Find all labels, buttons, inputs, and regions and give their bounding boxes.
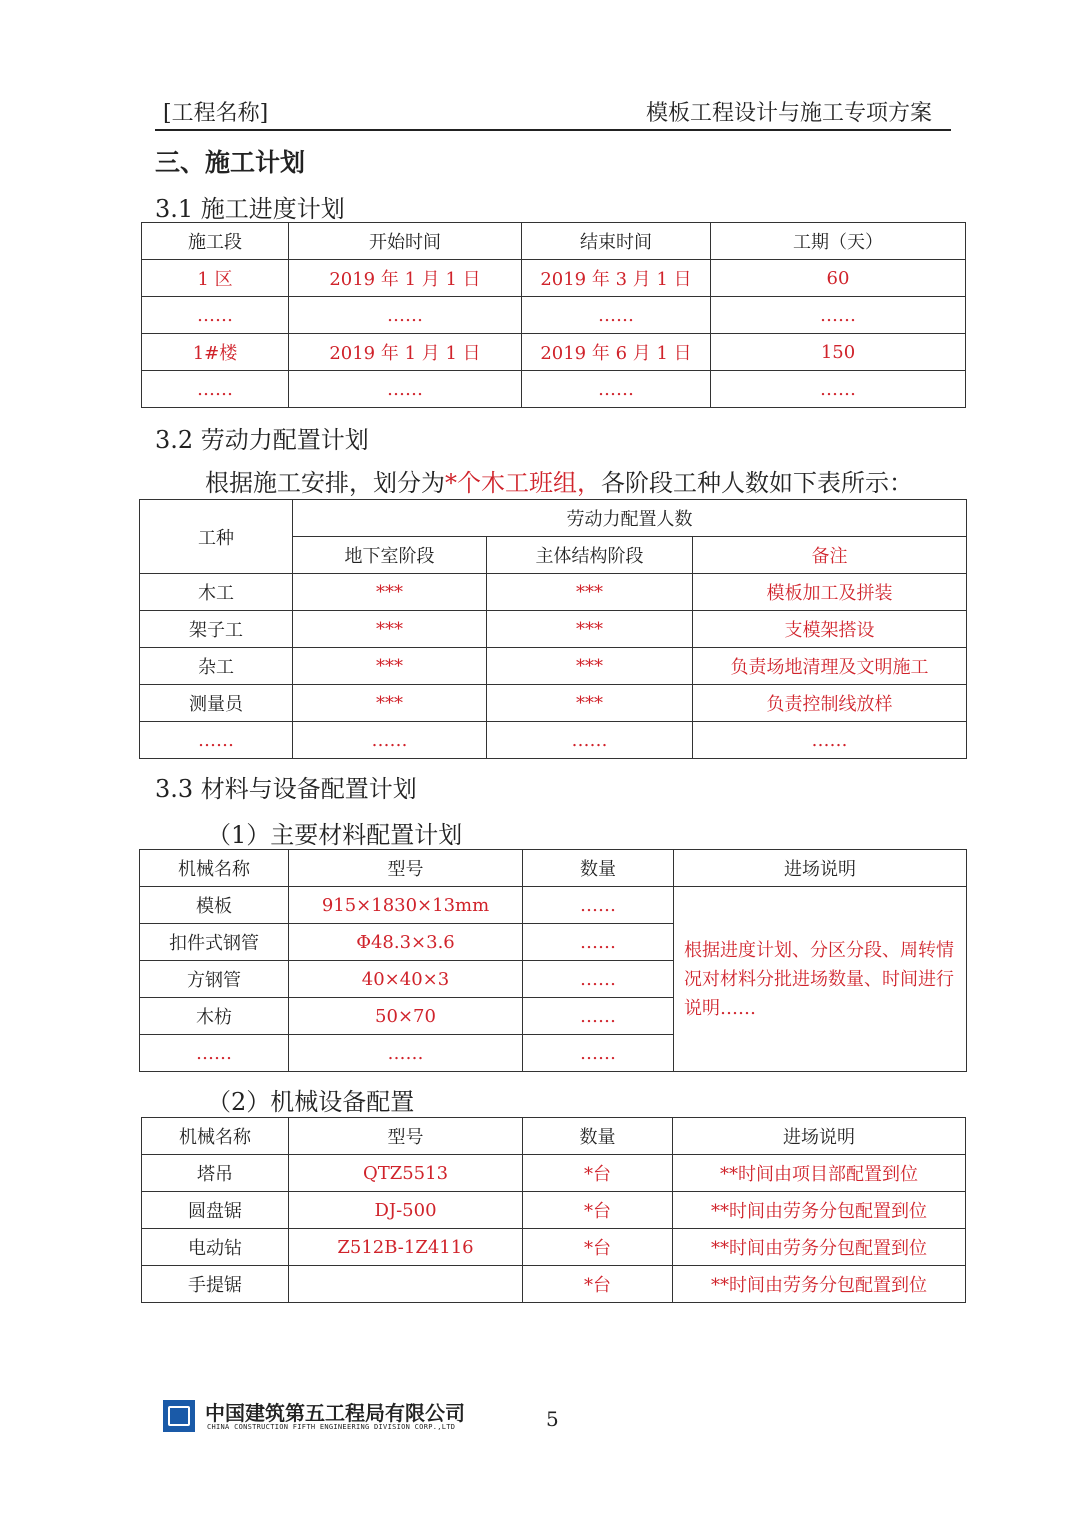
table-cell: 2019 年 1 月 1 日 [289, 260, 522, 297]
table-row [140, 887, 967, 924]
table-cell: **时间由劳务分包配置到位 [673, 1192, 966, 1229]
table-cell: 60 [711, 260, 966, 297]
table-row [140, 611, 967, 648]
header-cell: 开始时间 [289, 223, 522, 260]
table-cell: 杂工 [140, 648, 293, 685]
table-cell: 支模架搭设 [693, 611, 967, 648]
table-cell: …… [289, 1035, 523, 1072]
table-row [142, 1192, 966, 1229]
header-cell: 数量 [523, 1118, 673, 1155]
table-cell: …… [523, 924, 674, 961]
footer-company-english: CHINA CONSTRUCTION FIFTH ENGINEERING DIVISION CORP.,LTD [207, 1423, 456, 1431]
table-cell: 2019 年 3 月 1 日 [522, 260, 711, 297]
table-cell: 负责场地清理及文明施工 [693, 648, 967, 685]
table-cell: …… [293, 722, 487, 759]
table-cell: …… [140, 1035, 289, 1072]
table-cell: …… [693, 722, 967, 759]
table-header-row [140, 500, 967, 537]
table-cell: 2019 年 6 月 1 日 [522, 334, 711, 371]
header-cell: 地下室阶段 [293, 537, 487, 574]
table-cell: *** [293, 611, 487, 648]
table-row [142, 1266, 966, 1303]
table-cell: 40×40×3 [289, 961, 523, 998]
table-row [140, 722, 967, 759]
table-cell: …… [522, 371, 711, 408]
table-cell: *** [487, 685, 693, 722]
table-cell: 1 区 [142, 260, 289, 297]
table-cell: 150 [711, 334, 966, 371]
header-project-name: [工程名称] [163, 101, 269, 126]
heading-3-2: 3.2 劳动力配置计划 [155, 426, 369, 454]
table-cell: *** [487, 574, 693, 611]
header-cell: 劳动力配置人数 [293, 500, 967, 537]
header-cell: 工种 [140, 500, 293, 574]
table-cell: 圆盘锯 [142, 1192, 289, 1229]
section-title: 三、施工计划 [155, 148, 306, 177]
table-cell: *台 [523, 1155, 673, 1192]
table-cell: 915×1830×13mm [289, 887, 523, 924]
table-cell: **时间由劳务分包配置到位 [673, 1266, 966, 1303]
table-cell: …… [142, 371, 289, 408]
table-row [142, 260, 966, 297]
header-cell: 型号 [289, 850, 523, 887]
cscec-logo-icon [163, 1400, 195, 1432]
table-cell: *** [293, 574, 487, 611]
table-cell: …… [522, 297, 711, 334]
table-cell: QTZ5513 [289, 1155, 523, 1192]
table-header-row [142, 1118, 966, 1155]
table-cell: **时间由劳务分包配置到位 [673, 1229, 966, 1266]
labor-intro-paragraph [205, 463, 913, 498]
table-cell: 扣件式钢管 [140, 924, 289, 961]
table-cell: 2019 年 1 月 1 日 [289, 334, 522, 371]
table-cell: *** [293, 685, 487, 722]
header-cell: 型号 [289, 1118, 523, 1155]
header-cell: 主体结构阶段 [487, 537, 693, 574]
table-cell: 方钢管 [140, 961, 289, 998]
materials-table [139, 849, 967, 1072]
table-cell: 负责控制线放样 [693, 685, 967, 722]
header-cell: 机械名称 [142, 1118, 289, 1155]
header-cell: 工期（天） [711, 223, 966, 260]
table-cell: …… [523, 1035, 674, 1072]
footer-company-name: 中国建筑第五工程局有限公司 [205, 1401, 465, 1425]
table-cell: …… [523, 887, 674, 924]
table-cell: *台 [523, 1192, 673, 1229]
table-cell: 模板 [140, 887, 289, 924]
table-cell: **时间由项目部配置到位 [673, 1155, 966, 1192]
materials-entry-note: 根据进度计划、分区分段、周转情况对材料分批进场数量、时间进行说明…… [674, 887, 967, 1072]
table-row [140, 648, 967, 685]
table-cell: *台 [523, 1229, 673, 1266]
table-cell: …… [523, 998, 674, 1035]
table-cell: *** [487, 648, 693, 685]
table-row [142, 297, 966, 334]
table-cell: 1#楼 [142, 334, 289, 371]
table-cell: 模板加工及拼装 [693, 574, 967, 611]
table-cell: DJ-500 [289, 1192, 523, 1229]
table-row [142, 334, 966, 371]
labor-table [139, 499, 967, 759]
table-row [142, 371, 966, 408]
table-cell: 测量员 [140, 685, 293, 722]
table-cell: …… [711, 371, 966, 408]
table-row [140, 574, 967, 611]
heading-3-3: 3.3 材料与设备配置计划 [155, 775, 417, 803]
intro-text: 各阶段工种人数如下表所示： [601, 469, 913, 497]
header-cell: 数量 [523, 850, 674, 887]
table-cell: *台 [523, 1266, 673, 1303]
table-cell: …… [711, 297, 966, 334]
table-cell: …… [140, 722, 293, 759]
table-cell: 木工 [140, 574, 293, 611]
table-header-row [142, 223, 966, 260]
table-cell: …… [289, 371, 522, 408]
table-cell: …… [523, 961, 674, 998]
table-cell: Φ48.3×3.6 [289, 924, 523, 961]
header-cell: 进场说明 [673, 1118, 966, 1155]
header-divider [155, 129, 951, 131]
table-cell: …… [487, 722, 693, 759]
table-row [140, 685, 967, 722]
table-cell: 50×70 [289, 998, 523, 1035]
table-cell: Z512B-1Z4116 [289, 1229, 523, 1266]
table-cell: *** [487, 611, 693, 648]
table-cell: …… [142, 297, 289, 334]
header-cell: 进场说明 [674, 850, 967, 887]
table-cell: 塔吊 [142, 1155, 289, 1192]
table-row [142, 1155, 966, 1192]
equipment-table [141, 1117, 966, 1303]
table-cell: 手提锯 [142, 1266, 289, 1303]
table-cell [289, 1266, 523, 1303]
table-cell: 架子工 [140, 611, 293, 648]
table-header-row [140, 850, 967, 887]
page-number: 5 [546, 1407, 559, 1431]
table-row [142, 1229, 966, 1266]
header-cell: 施工段 [142, 223, 289, 260]
heading-3-1: 3.1 施工进度计划 [155, 195, 345, 223]
intro-text: 根据施工安排，划分为 [205, 469, 445, 497]
header-cell: 备注 [693, 537, 967, 574]
table-cell: 电动钻 [142, 1229, 289, 1266]
heading-equipment: （2）机械设备配置 [207, 1088, 415, 1116]
intro-highlight: *个木工班组， [445, 469, 601, 497]
table-cell: 木枋 [140, 998, 289, 1035]
table-cell: …… [289, 297, 522, 334]
table-cell: *** [293, 648, 487, 685]
header-cell: 机械名称 [140, 850, 289, 887]
heading-materials: （1）主要材料配置计划 [207, 821, 463, 849]
header-cell: 结束时间 [522, 223, 711, 260]
header-document-title: 模板工程设计与施工专项方案 [646, 101, 933, 126]
schedule-table [141, 222, 966, 408]
